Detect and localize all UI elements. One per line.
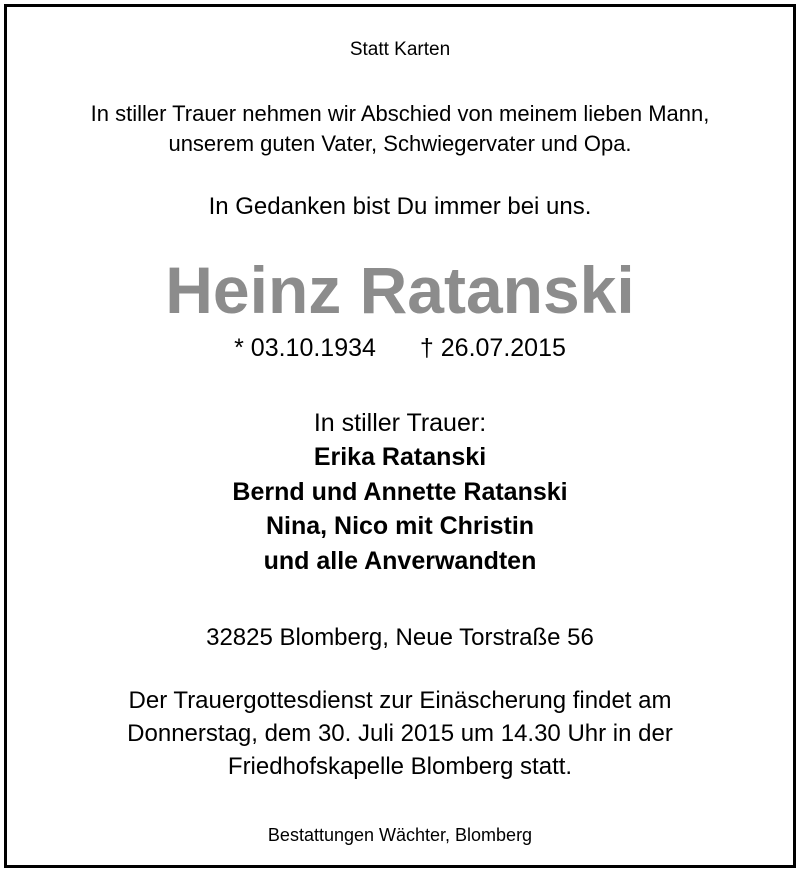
funeral-home-text: Bestattungen Wächter, Blomberg [267,825,533,845]
death-date: † 26.07.2015 [419,334,566,362]
service-line-1: Der Trauergottesdienst zur Einäscherung findet am [128,687,672,714]
mourner-line: Erika Ratanski [313,443,487,471]
quote-text: In Gedanken bist Du immer bei uns. [208,193,592,220]
intro-line-1: In stiller Trauer nehmen wir Abschied von meinem lieben Mann, [90,101,710,126]
service-line-3: Friedhofskapelle Blomberg statt. [227,753,573,780]
deceased-name: Heinz Ratanski [165,253,635,327]
address-text: 32825 Blomberg, Neue Torstraße 56 [206,624,594,651]
service-line-2: Donnerstag, dem 30. Juli 2015 um 14.30 Uhr in der [127,720,673,747]
mourner-line: Bernd und Annette Ratanski [232,478,568,506]
header-text: Statt Karten [349,39,451,60]
mourning-label: In stiller Trauer: [313,409,487,437]
intro-line-2: unserem guten Vater, Schwiegervater und Opa. [168,131,632,156]
life-dates [0,336,800,361]
mourner-line: und alle Anverwandten [263,547,537,575]
birth-date: * 03.10.1934 [234,334,376,362]
mourner-line: Nina, Nico mit Christin [265,512,535,540]
